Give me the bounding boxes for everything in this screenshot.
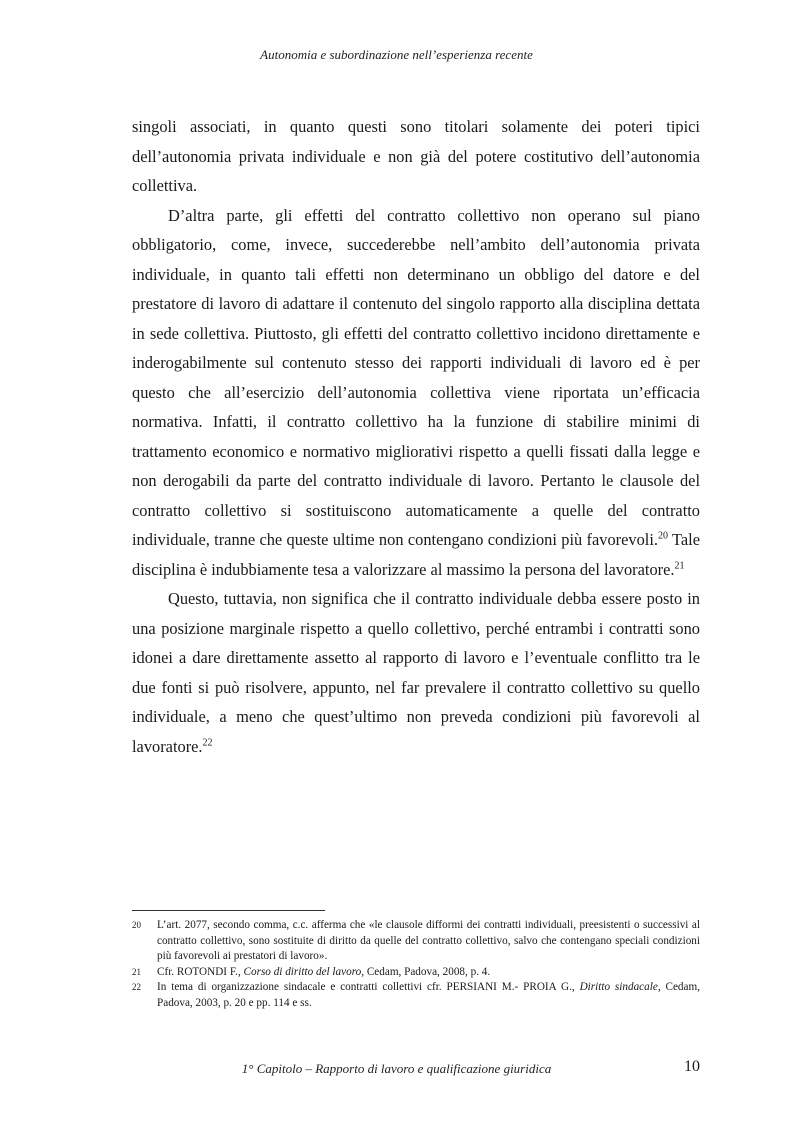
running-header: Autonomia e subordinazione nell’esperienza recente	[260, 47, 533, 62]
footnote-text-a: Cfr. ROTONDI F.,	[157, 965, 244, 978]
footnote-number: 20	[132, 920, 141, 930]
paragraph-1-text: singoli associati, in quanto questi sono titolari solamente dei poteri tipici dell’autonomia privata individuale e non già del potere costitutivo dell’autonomia collettiva.	[132, 117, 700, 195]
running-footer: 1° Capitolo – Rapporto di lavoro e qualificazione giuridica	[241, 1061, 552, 1076]
footnote-ref-22[interactable]: 22	[202, 737, 213, 749]
footnote-text	[157, 965, 700, 981]
footnote-book-title: Diritto sindacale	[579, 981, 658, 994]
paragraph-3-text: Questo, tuttavia, non significa che il contratto individuale debba essere posto in una posizione marginale rispetto a quello collettivo, perché entrambi i contratti sono idonei a dare direttamente assetto al rapporto di lavoro e l’eventuale conflitto tra le due fonti si può risolvere, appunto, nel far prevalere il contratto collettivo su quello individuale, a meno che quest’ultimo non preveda condizioni più favorevoli al lavoratore.	[132, 589, 700, 756]
main-text	[132, 112, 700, 761]
footnote-text-a: In tema di organizzazione sindacale e contratti collettivi cfr. PERSIANI M.- PROIA G.,	[157, 981, 580, 994]
paragraph-3	[132, 584, 700, 761]
footnote-book-title: Corso di diritto del lavoro	[243, 965, 362, 978]
footnote-text	[157, 918, 700, 965]
paragraph-2	[132, 201, 700, 585]
paragraph-1	[132, 112, 700, 201]
footnote-text	[157, 980, 700, 1011]
footnote-20	[132, 918, 700, 965]
paragraph-2-text-a: D’altra parte, gli effetti del contratto collettivo non operano sul piano obbligatorio, come, invece, succederebbe nell’ambito dell’autonomia privata individuale, in quanto tali effetti non determinano un obbligo del datore e del prestatore di lavoro di adattare il contenuto del singolo rapporto alla disciplina dettata in sede collettiva. Piuttosto, gli effetti del contratto collettivo incidono direttamente e inderogabilmente sul contenuto stesso dei rapporti individuali di lavoro ed è per questo che all’esercizio dell’autonomia collettiva viene riportata un’efficacia normativa. Infatti, il contratto collettivo ha la funzione di stabilire minimi di trattamento economico e normativo migliorativi rispetto a quelli fissati dalla legge e non derogabili da parte del contratto individuale di lavoro. Pertanto le clausole del contratto collettivo si sostituiscono automaticamente a quelle del contratto individuale, tranne che queste ultime non contengano condizioni più favorevoli.	[132, 205, 700, 549]
footnote-text-b: , Cedam, Padova, 2003, p. 20 e pp. 114 e ss.	[157, 981, 700, 1009]
footnotes	[132, 918, 700, 1012]
paragraph-2-text-b: Tale disciplina è indubbiamente tesa a valorizzare al massimo la persona del lavoratore.	[132, 530, 700, 579]
footnote-ref-21[interactable]: 21	[674, 560, 685, 572]
footnote-22	[132, 980, 700, 1011]
page-number: 10	[684, 1058, 700, 1075]
footnote-text-body: L’art. 2077, secondo comma, c.c. afferma che «le clausole difformi dei contratti individuali, preesistenti o successivi al contratto collettivo, sono sostituite di diritto da quelle del contratto collettivo, salvo che contengano speciali condizioni più favorevoli ai prestatori di lavoro».	[157, 919, 700, 963]
footnote-number: 21	[132, 966, 141, 977]
footnote-text-b: , Cedam, Padova, 2008, p. 4.	[361, 965, 491, 978]
footnote-ref-20[interactable]: 20	[657, 530, 668, 542]
footnote-number: 22	[132, 982, 141, 993]
footnote-21	[132, 965, 700, 981]
footnote-separator	[132, 910, 325, 911]
